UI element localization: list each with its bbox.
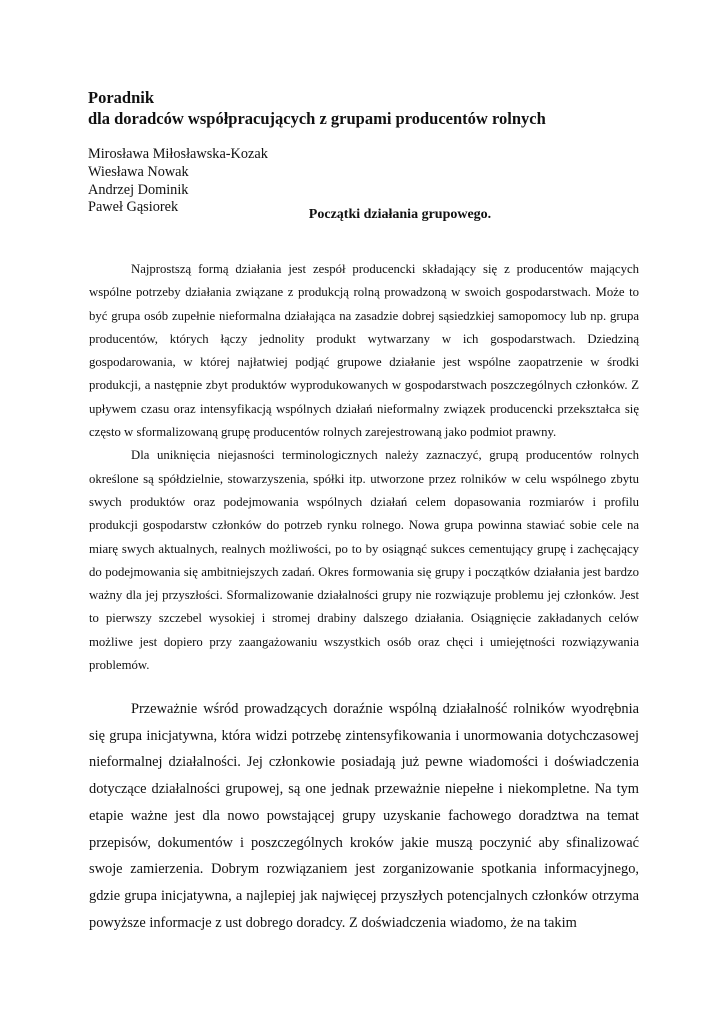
title-line-1: Poradnik [88, 88, 155, 107]
section-heading: Początki działania grupowego. [308, 207, 492, 222]
body-text-small [89, 258, 639, 677]
title-line-2: dla doradców współpracujących z grupami producentów rolnych [88, 109, 546, 128]
author-name: Paweł Gąsiorek [88, 199, 179, 216]
author-name: Andrzej Dominik [88, 181, 189, 198]
author-name: Wiesława Nowak [88, 163, 189, 180]
author-name: Mirosława Miłosławska-Kozak [88, 146, 268, 162]
body-text-large [89, 696, 639, 936]
paragraph: Najprostszą formą działania jest zespół producencki składający się z producentów mających wspólne potrzeby działania związane z produkcją rolną prowadzoną w swoich gospodarstwach. Może to być grupa osób zupełnie nieformalna działająca na zasadzie dobrej sąsiedzkiej samopomocy lub np. grupa producentów, których łączy jednolity produkt wytwarzany w ich gospodarstwach. Dziedziną gospodarowania, w której najłatwiej podjąć grupowe działanie jest wspólne zaopatrzenie w środki produkcji, a następnie zbyt produktów wyprodukowanych w gospodarstwach poszczególnych członków. Z upływem czasu oraz intensyfikacją wspólnych działań nieformalny związek producencki przekształca się często w sformalizowaną grupę producentów rolnych zarejestrowaną jako podmiot prawny. [89, 262, 639, 440]
document-title [88, 87, 648, 129]
paragraph: Dla uniknięcia niejasności terminologicznych należy zaznaczyć, grupą producentów rolnych określone są spółdzielnie, stowarzyszenia, spółki itp. utworzone przez rolników w celu wspólnego zbytu swych produktów oraz podejmowania wspólnych działań celem dopasowania rozmiarów i profilu produkcji gospodarstw członków do potrzeb rynku rolnego. Nowa grupa powinna stawiać sobie cele na miarę swych aktualnych, realnych możliwości, po to by osiągnąć sukces cementujący grupę i zachęcający do podejmowania się ambitniejszych zadań. Okres formowania się grupy i początków działania jest bardzo ważny dla jej przyszłości. Sformalizowanie działalności grupy nie rozwiązuje problemu jej członków. Jest to pierwszy szczebel wysokiej i stromej drabiny dalszego działania. Osiągnięcie zakładanych celów możliwe jest dopiero przy zaangażowaniu wszystkich osób oraz chęci i umiejętności rozwiązywania problemów. [89, 448, 639, 673]
paragraph: Przeważnie wśród prowadzących doraźnie wspólną działalność rolników wyodrębnia się grupa inicjatywna, która widzi potrzebę zintensyfikowania i unormowania dotychczasowej nieformalnej działalności. Jej członkowie posiadają już pewne wiadomości i doświadczenia dotyczące działalności grupowej, są one jednak przeważnie niepełne i niekompletne. Na tym etapie ważne jest dla nowo powstającej grupy uzyskanie fachowego doradztwa na temat przepisów, dokumentów i poszczególnych kroków jakie muszą poczynić aby sfinalizować swoje zamierzenia. Dobrym rozwiązaniem jest zorganizowanie spotkania informacyjnego, gdzie grupa inicjatywna, a najlepiej jak najwięcej przyszłych potencjalnych członków otrzyma powyższe informacje z ust dobrego doradcy. Z doświadczenia wiadomo, że na takim [89, 701, 639, 931]
